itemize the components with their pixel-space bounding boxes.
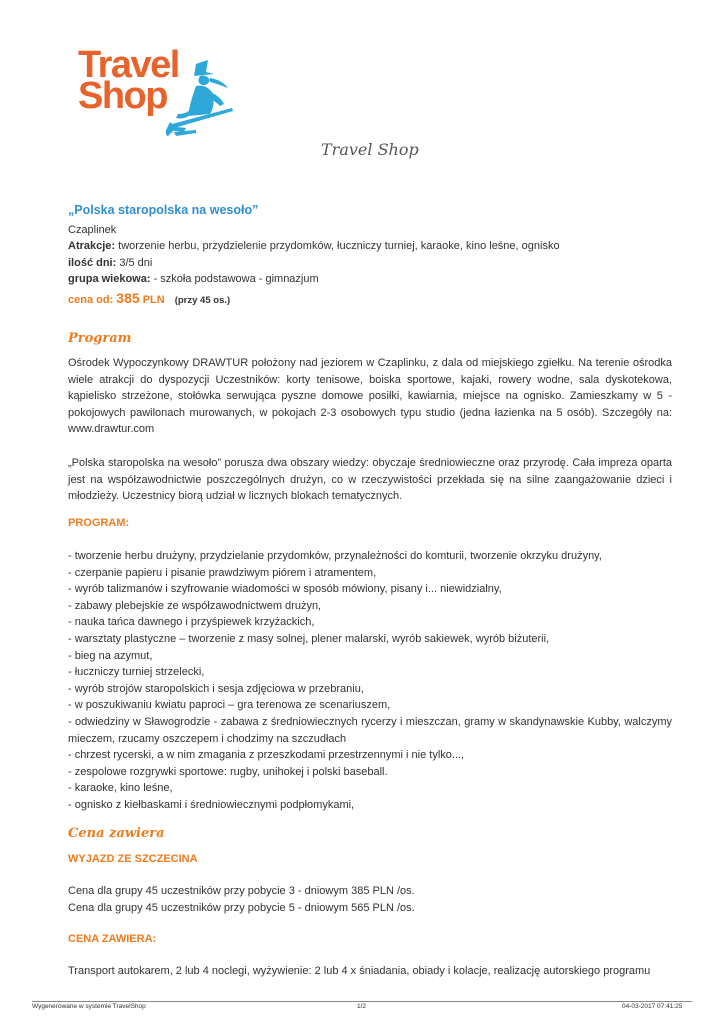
price-line-5-days: Cena dla grupy 45 uczestników przy pobycie 5 - dniowym 565 PLN /os. — [68, 902, 415, 914]
price-line-3-days: Cena dla grupy 45 uczestników przy pobycie 3 - dniowym 385 PLN /os. — [68, 885, 415, 897]
days-label: ilość dni: — [68, 256, 117, 269]
attractions-value: tworzenie herbu, przydzielenie przydomków, łuczniczy turniej, karaoke, kino leśne, ognisko — [115, 240, 560, 252]
list-item: - karaoke, kino leśne, — [68, 782, 173, 795]
program-intro: „Polska staropolska na wesoło” porusza dwa obszary wiedzy: obyczaje średniowieczne oraz przyrodę. Cała impreza oparta jest na współzawodnictwie poszczególnych drużyn, co w rzeczywistości przekłada się na silne zaangażowanie dzieci i młodzieży. Uczestnicy biorą udział w licznych blokach tematycznych. — [68, 457, 672, 503]
footer-timestamp: 04-03-2017 07:41:25 — [622, 1003, 683, 1010]
list-item: - zabawy plebejskie ze współzawodnictwem drużyn, — [68, 599, 322, 612]
logo-text-line1: Travel — [78, 44, 179, 86]
list-item: - wyrób strojów staropolskich i sesja zdjęciowa w przebraniu, — [68, 682, 364, 695]
list-item: - wyrób talizmanów i szyfrowanie wiadomości w sposób mówiony, pisany i... niewidzialny, — [68, 583, 502, 596]
days-value: 3/5 dni — [116, 256, 153, 269]
tour-price — [68, 290, 672, 310]
list-item: - zespolowe rozgrywki sportowe: rugby, unihokej i polski baseball. — [68, 765, 388, 778]
program-heading: Program — [68, 331, 132, 346]
price-value: 385 — [116, 289, 140, 306]
footer-page-number: 1/2 — [357, 1003, 367, 1010]
price-note: (przy 45 os.) — [174, 294, 231, 306]
tour-summary — [68, 202, 672, 309]
program-description: Ośrodek Wypoczynkowy DRAWTUR położony nad jeziorem w Czaplinku, z dala od miejskiego zgiełku. Na terenie ośrodka wiele atrakcji do dyspozycji Uczestników: korty tenisowe, boiska sportowe, kajaki, rowery wodne, sala dyskotekowa, kąpielisko strzeżone, stołówka serwująca pyszne domowe posiłki, kawiarnia, miejsce na ognisko. Zamieszkamy w 5 - pokojowych pawilonach murowanych, w pokojach 2-3 osobowych typu studio (jedna łazienka na 5 osób). Szczegóły na: www.drawtur.com — [68, 357, 672, 436]
witch-on-broom-icon — [166, 58, 238, 140]
footer-generated: Wygenerowane w systemie TravelShop — [32, 1003, 146, 1010]
list-item: - chrzest rycerski, a w nim zmagania z przeszkodami przestrzennymi i nie tylko..., — [68, 749, 465, 762]
list-item: - ognisko z kiełbaskami i średniowiecznymi podpłomykami, — [68, 798, 355, 811]
includes-subheading: CENA ZAWIERA: — [68, 933, 157, 945]
price-includes-heading: Cena zawiera — [68, 826, 165, 841]
list-item: - warsztaty plastyczne – tworzenie z masy solnej, plener malarski, wyrób sakiewek, wyrób biżuterii, — [68, 632, 550, 645]
travelshop-logo — [78, 44, 238, 140]
list-item: - nauka tańca dawnego i przyśpiewek krzyżackich, — [68, 616, 315, 629]
tour-days — [68, 255, 672, 272]
list-item: - łuczniczy turniej strzelecki, — [68, 666, 205, 679]
logo-text-line2: Shop — [78, 75, 167, 117]
price-label: cena od: — [68, 293, 117, 306]
includes-text: Transport autokarem, 2 lub 4 noclegi, wyżywienie: 2 lub 4 x śniadania, obiady i kolacje, realizację autorskiego programu — [68, 965, 651, 977]
site-name: Travel Shop — [321, 140, 419, 159]
program-list — [68, 548, 672, 814]
tour-attractions — [68, 238, 672, 255]
list-item: - odwiedziny w Sławogrodzie - zabawa z średniowiecznych rycerzy i mieszczan, gramy w skandynawskie Kubby, walczymy mieczem, rzucamy oszczepem i chodzimy na szczudłach — [68, 715, 672, 745]
age-value: - szkoła podstawowa - gimnazjum — [150, 273, 319, 285]
price-currency: PLN — [139, 293, 165, 306]
footer-divider — [32, 1001, 692, 1002]
list-item: - tworzenie herbu drużyny, przydzielanie przydomków, przynależności do komturii, tworzenie okrzyku drużyny, — [68, 550, 602, 562]
tour-age-group — [68, 271, 672, 288]
list-item: - czerpanie papieru i pisanie prawdziwym piórem i atramentem, — [68, 566, 377, 579]
list-item: - bieg na azymut, — [68, 649, 153, 662]
age-label: grupa wiekowa: — [68, 273, 151, 285]
tour-location: Czaplinek — [68, 223, 117, 236]
tour-title: „Polska staropolska na wesoło” — [68, 203, 259, 217]
attractions-label: Atrakcje: — [68, 240, 116, 252]
departure-subheading: WYJAZD ZE SZCZECINA — [68, 853, 198, 865]
list-item: - w poszukiwaniu kwiatu paproci – gra terenowa ze scenariuszem, — [68, 699, 391, 712]
program-subheading: PROGRAM: — [68, 517, 130, 529]
